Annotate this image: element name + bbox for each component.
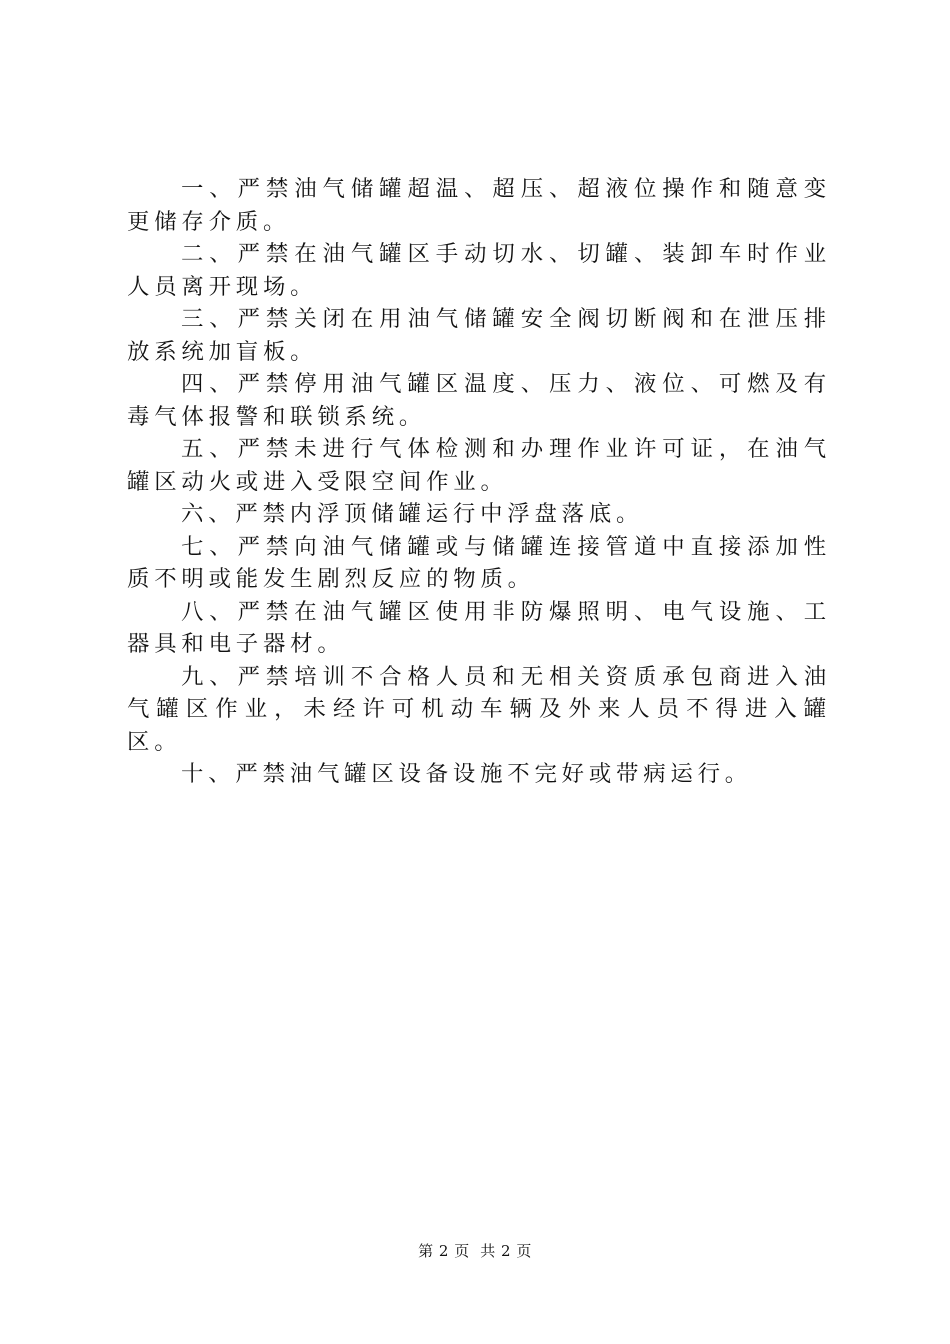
paragraph-6: 六、严禁内浮顶储罐运行中浮盘落底。: [181, 501, 644, 527]
paragraph-3: 三、严禁关闭在用油气储罐安全阀切断阀和在泄压排放系统加盲板。: [127, 306, 831, 365]
paragraph-4: 四、严禁停用油气罐区温度、压力、液位、可燃及有毒气体报警和联锁系统。: [127, 371, 831, 430]
paragraph-8: 八、严禁在油气罐区使用非防爆照明、电气设施、工器具和电子器材。: [127, 598, 831, 657]
paragraph-2: 二、严禁在油气罐区手动切水、切罐、装卸车时作业人员离开现场。: [127, 241, 831, 300]
paragraph-5: 五、严禁未进行气体检测和办理作业许可证，在油气罐区动火或进入受限空间作业。: [127, 436, 831, 495]
paragraph-9: 九、严禁培训不合格人员和无相关资质承包商进入油气罐区作业，未经许可机动车辆及外来人员不得进入罐区。: [127, 663, 831, 755]
document-body: [127, 173, 831, 791]
paragraph-1: 一、严禁油气储罐超温、超压、超液位操作和随意变更储存介质。: [127, 176, 831, 235]
paragraph-7: 七、严禁向油气储罐或与储罐连接管道中直接添加性质不明或能发生剧烈反应的物质。: [127, 533, 831, 592]
paragraph-10: 十、严禁油气罐区设备设施不完好或带病运行。: [181, 761, 753, 787]
page-number-footer: 第 2 页 共 2 页: [418, 1242, 532, 1260]
